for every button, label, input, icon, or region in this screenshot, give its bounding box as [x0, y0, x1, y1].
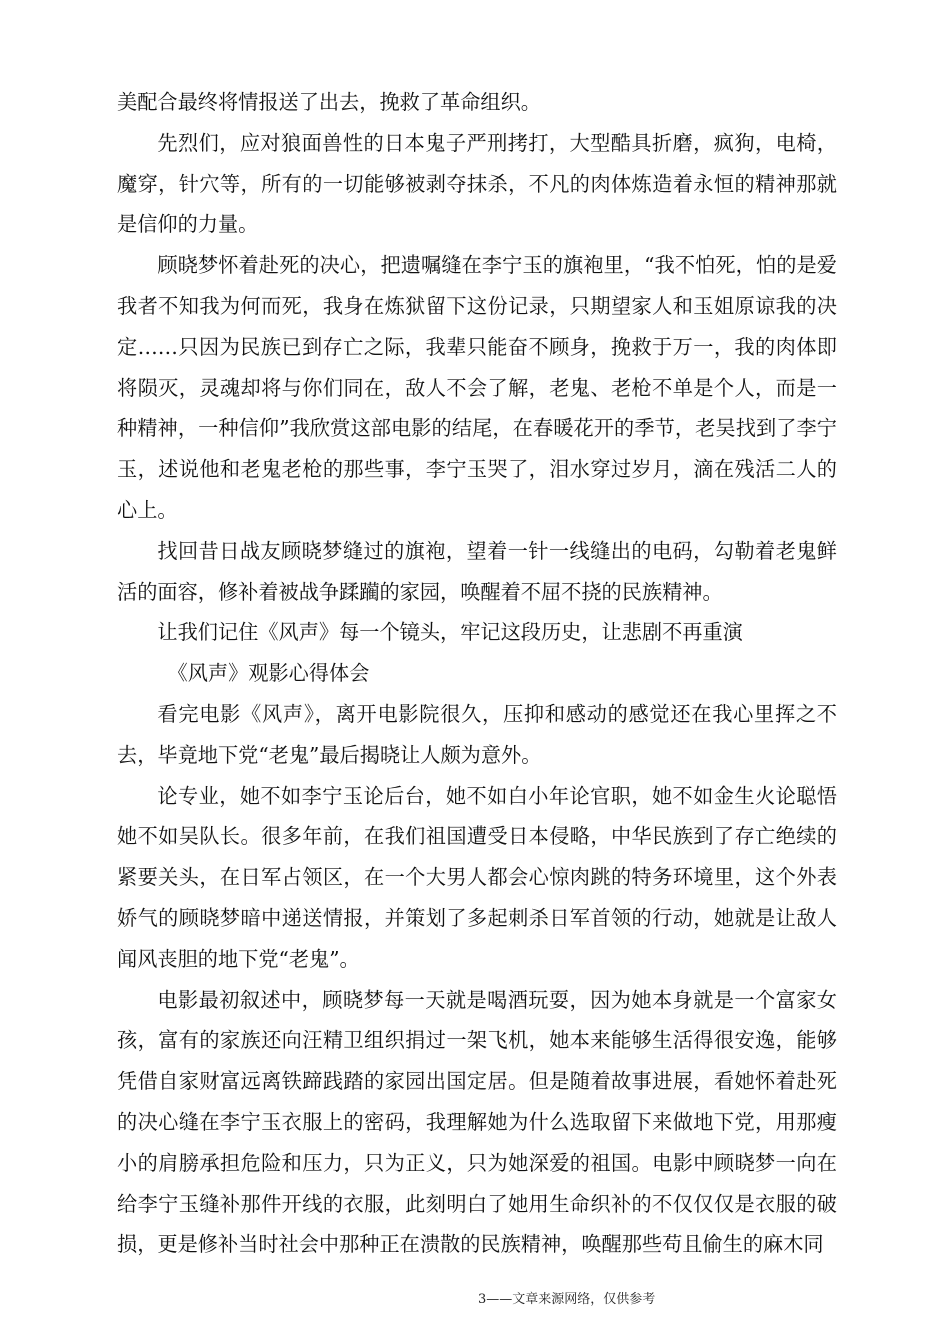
paragraph-comparison: 论专业，她不如李宁玉论后台，她不如白小年论官职，她不如金生火论聪悟她不如吴队长。很多年前，在我们祖国遭受日本侵略，中华民族到了存亡绝续的紧要关头，在日军占领区，在一个大男人都会心惊肉跳的特务环境里，这个外表娇气的顾晓梦暗中递送情报，并策划了多起刺杀日军首领的行动，她就是让敌人闻风丧胆的地下党“老鬼”。: [117, 783, 837, 971]
paragraph-story: 电影最初叙述中，顾晓梦每一天就是喝酒玩耍，因为她本身就是一个富家女孩，富有的家族还向汪精卫组织捐过一架飞机，她本来能够生活得很安逸，能够凭借自家财富远离铁蹄践踏的家园出国定居。但是随着故事进展，看她怀着赴死的决心缝在李宁玉衣服上的密码，我理解她为什么选取留下来做地下党，用那瘦小的肩膀承担危险和压力，只为正义，只为她深爱的祖国。电影中顾晓梦一向在给李宁玉缝补那件开线的衣服，此刻明白了她用生命织补的不仅仅仅是衣服的破损，更是修补当时社会中那种正在溃散的民族精神，唤醒那些苟且偷生的麻木同: [117, 987, 837, 1257]
paragraph-continuation: 美配合最终将情报送了出去，挽救了革命组织。: [117, 90, 541, 114]
section-heading: 《风声》观影心得体会: [167, 661, 370, 686]
paragraph-qipao: 找回昔日战友顾晓梦缝过的旗袍，望着一针一线缝出的电码，勾勒着老鬼鲜活的面容，修补着被战争蹂躏的家园，唤醒着不屈不挠的民族精神。: [117, 538, 837, 604]
paragraph-remember: 让我们记住《风声》每一个镜头，牢记这段历史，让悲剧不再重演: [157, 620, 743, 645]
paragraph-after-movie: 看完电影《风声》，离开电影院很久，压抑和感动的感觉还在我心里挥之不去，毕竟地下党“老鬼”最后揭晓让人颇为意外。: [117, 701, 837, 767]
page-footer: 3——文章来源网络，仅供参考: [478, 1292, 656, 1307]
paragraph-will: 顾晓梦怀着赴死的决心，把遗嘱缝在李宁玉的旗袍里，“我不怕死，怕的是爱我者不知我为何而死，我身在炼狱留下这份记录，只期望家人和玉姐原谅我的决定……只因为民族已到存亡之际，我辈只能奋不顾身，挽救于万一，我的肉体即将陨灭，灵魂却将与你们同在，敌人不会了解，老鬼、老枪不单是个人，而是一种精神，一种信仰”我欣赏这部电影的结尾，在春暖花开的季节，老吴找到了李宁玉，述说他和老鬼老枪的那些事，李宁玉哭了，泪水穿过岁月，滴在残活二人的心上。: [117, 253, 837, 522]
paragraph-martyrs: 先烈们，应对狼面兽性的日本鬼子严刑拷打，大型酷具折磨，疯狗，电椅，魔穿，针穴等，所有的一切能够被剥夺抹杀，不凡的肉体炼造着永恒的精神那就是信仰的力量。: [117, 130, 837, 237]
article-body: [117, 82, 837, 1265]
